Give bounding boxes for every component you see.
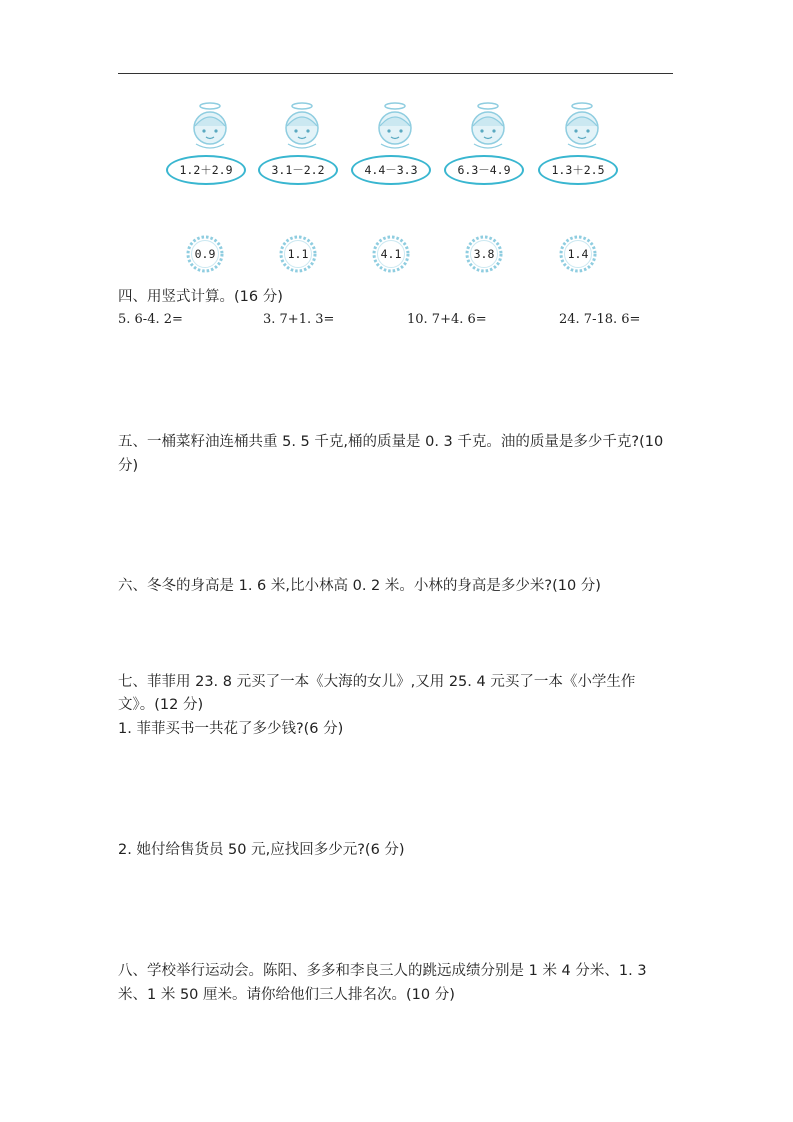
q8-line-1: 八、学校举行运动会。陈阳、多多和李良三人的跳远成绩分别是 1 米 4 分米、1. 3 (118, 963, 647, 979)
q4-item: 5. 6-4. 2= (118, 312, 183, 327)
answer-wreath (557, 233, 599, 275)
q7-line-2: 文》。(12 分) (118, 697, 204, 713)
expression-figure (542, 100, 622, 177)
expression-oval: 3.1－2.2 (258, 155, 338, 185)
q4-item: 10. 7+4. 6= (407, 312, 487, 327)
answer-wreath (370, 233, 412, 275)
expression-oval: 1.2＋2.9 (166, 155, 246, 185)
expression-figure (170, 100, 250, 177)
q4-item: 24. 7-18. 6= (559, 312, 641, 327)
q5-line-2: 分) (118, 458, 139, 474)
answer-value: 4.1 (380, 247, 402, 261)
answer-value: 0.9 (194, 247, 216, 261)
q8-line-2: 米、1 米 50 厘米。请你给他们三人排名次。(10 分) (118, 987, 455, 1003)
answer-wreath (277, 233, 319, 275)
q7-sub-question-2: 2. 她付给售货员 50 元,应找回多少元?(6 分) (118, 842, 405, 858)
angel-child-icon (262, 100, 342, 156)
matching-exercise (0, 100, 793, 275)
q6-text: 六、冬冬的身高是 1. 6 米,比小林高 0. 2 米。小林的身高是多少米?(10 分) (118, 578, 601, 594)
q5-line-1: 五、一桶菜籽油连桶共重 5. 5 千克,桶的质量是 0. 3 千克。油的质量是多少千克?(10 (118, 434, 664, 450)
answer-wreath (184, 233, 226, 275)
q7-line-1: 七、菲菲用 23. 8 元买了一本《大海的女儿》,又用 25. 4 元买了一本《小学生作 (118, 674, 636, 690)
angel-child-icon (542, 100, 622, 156)
q7-sub-question-1: 1. 菲菲买书一共花了多少钱?(6 分) (118, 721, 344, 737)
expression-oval: 4.4－3.3 (351, 155, 431, 185)
expression-figure (262, 100, 342, 177)
angel-child-icon (448, 100, 528, 156)
answer-value: 1.1 (287, 247, 309, 261)
angel-child-icon (355, 100, 435, 156)
expression-figure (448, 100, 528, 177)
expression-oval: 1.3＋2.5 (538, 155, 618, 185)
angel-child-icon (170, 100, 250, 156)
answer-value: 3.8 (473, 247, 495, 261)
q4-item: 3. 7+1. 3= (263, 312, 335, 327)
expression-figure (355, 100, 435, 177)
answer-wreath (463, 233, 505, 275)
header-rule (118, 73, 673, 74)
q4-title: 四、用竖式计算。(16 分) (118, 289, 283, 305)
answer-value: 1.4 (567, 247, 589, 261)
expression-oval: 6.3－4.9 (444, 155, 524, 185)
